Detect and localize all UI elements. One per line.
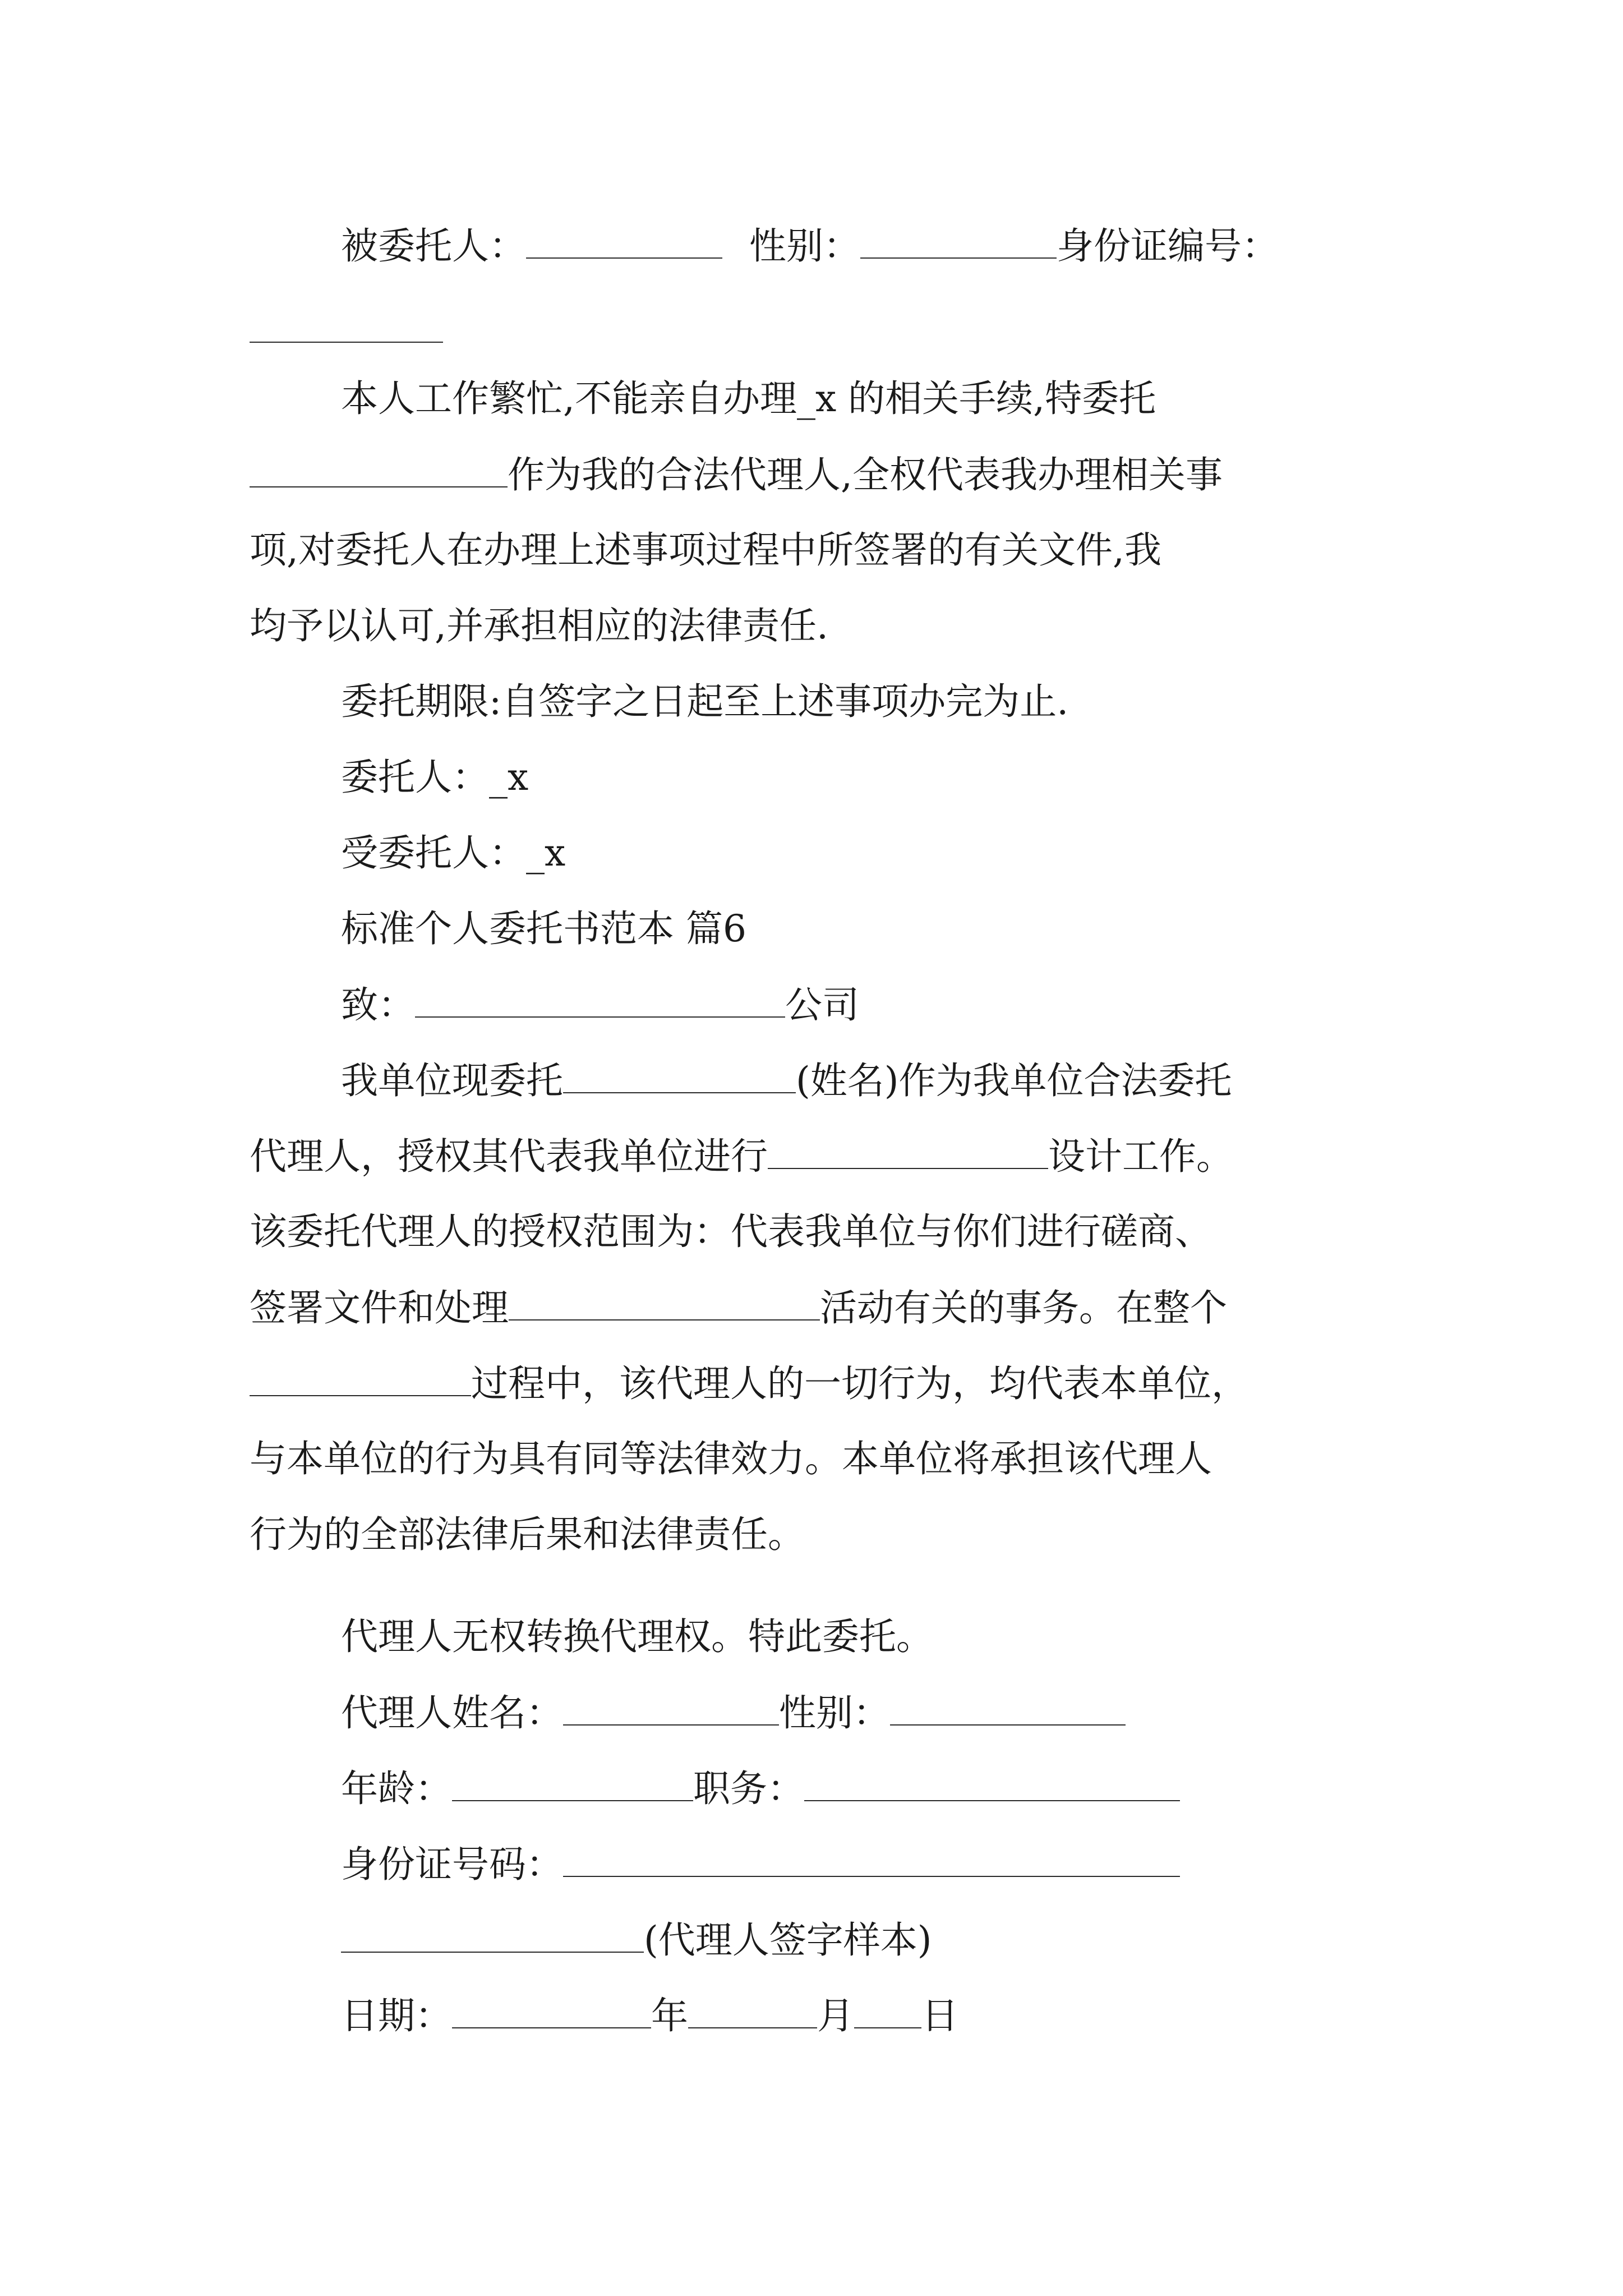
- doc-line: [341, 1994, 958, 2037]
- doc-line: [250, 1437, 1212, 1480]
- blank-field[interactable]: [526, 227, 722, 259]
- doc-line: [341, 1691, 1126, 1734]
- doc-text: 日: [921, 1994, 958, 2037]
- doc-line: [341, 680, 1069, 723]
- blank-field[interactable]: [563, 1694, 779, 1726]
- doc-line: [250, 1362, 1248, 1405]
- blank-field[interactable]: [250, 1365, 471, 1396]
- doc-text: 代理人，授权其代表我单位进行: [250, 1135, 768, 1178]
- doc-text: 身份证编号：: [1057, 224, 1279, 268]
- doc-text: 与本单位的行为具有同等法律效力。本单位将承担该代理人: [250, 1437, 1212, 1480]
- doc-line: [341, 1615, 933, 1658]
- doc-text: 本人工作繁忙,不能亲自办理_x 的相关手续,特委托: [341, 377, 1156, 420]
- blank-field[interactable]: [452, 1770, 693, 1801]
- doc-text: 项,对委托人在办理上述事项过程中所签署的有关文件,我: [250, 528, 1161, 572]
- blank-field[interactable]: [250, 456, 508, 487]
- doc-text: 标准个人委托书范本 篇6: [341, 907, 746, 950]
- doc-text: 代理人无权转换代理权。特此委托。: [341, 1615, 933, 1658]
- blank-field[interactable]: [890, 1694, 1126, 1726]
- doc-line: [250, 1210, 1212, 1253]
- doc-text: 受委托人：_x: [341, 831, 566, 875]
- doc-text: 设计工作。: [1048, 1135, 1233, 1178]
- blank-field[interactable]: [250, 311, 443, 343]
- blank-field[interactable]: [509, 1289, 820, 1320]
- doc-text: 委托人：_x: [341, 756, 529, 799]
- doc-text: (姓名)作为我单位合法委托: [796, 1059, 1232, 1102]
- blank-field[interactable]: [415, 986, 785, 1018]
- doc-text: 过程中，该代理人的一切行为，均代表本单位，: [471, 1362, 1248, 1405]
- doc-line: [341, 1843, 1180, 1886]
- blank-field[interactable]: [452, 1997, 651, 2028]
- doc-line: [341, 831, 566, 875]
- blank-field[interactable]: [860, 227, 1057, 259]
- blank-field[interactable]: [854, 1997, 921, 2028]
- doc-text: 活动有关的事务。在整个: [820, 1286, 1227, 1329]
- doc-text: 公司: [785, 983, 859, 1027]
- doc-text: 职务：: [693, 1767, 804, 1810]
- doc-text: 被委托人：: [341, 224, 526, 268]
- doc-text: 性别：: [779, 1691, 890, 1734]
- doc-line: [250, 1513, 805, 1556]
- doc-text: 年: [651, 1994, 688, 2037]
- doc-line: [250, 1135, 1233, 1178]
- doc-text: 签署文件和处理: [250, 1286, 509, 1329]
- doc-text: 作为我的合法代理人,全权代表我办理相关事: [508, 453, 1223, 496]
- blank-field[interactable]: [804, 1770, 1180, 1801]
- blank-field[interactable]: [768, 1138, 1048, 1169]
- doc-line: [341, 983, 859, 1027]
- doc-text: 年龄：: [341, 1767, 452, 1810]
- doc-text: 日期：: [341, 1994, 452, 2037]
- doc-text: 行为的全部法律后果和法律责任。: [250, 1513, 805, 1556]
- doc-text: 致：: [341, 983, 415, 1027]
- doc-text: 性别：: [749, 224, 860, 268]
- doc-line: [341, 377, 1156, 420]
- doc-line: [250, 453, 1223, 496]
- doc-line: [341, 224, 1279, 268]
- doc-line: [341, 1767, 1180, 1810]
- blank-field[interactable]: [563, 1062, 796, 1093]
- signature-blank[interactable]: [341, 1921, 644, 1953]
- doc-text: 我单位现委托: [341, 1059, 563, 1102]
- doc-line: [250, 604, 828, 647]
- doc-text: 月: [817, 1994, 854, 2037]
- doc-line: [341, 1059, 1232, 1102]
- section-heading: [341, 907, 746, 950]
- blank-field[interactable]: [563, 1846, 1180, 1877]
- doc-text: 均予以认可,并承担相应的法律责任.: [250, 604, 828, 647]
- doc-text: 身份证号码：: [341, 1843, 563, 1886]
- blank-field[interactable]: [688, 1997, 817, 2028]
- doc-text: 该委托代理人的授权范围为：代表我单位与你们进行磋商、: [250, 1210, 1212, 1253]
- doc-text: 代理人姓名：: [341, 1691, 563, 1734]
- doc-line: [250, 311, 443, 349]
- doc-line: [341, 1918, 932, 1962]
- doc-line: [250, 528, 1161, 572]
- doc-line: [341, 756, 529, 799]
- doc-line: [250, 1286, 1227, 1329]
- doc-text: (代理人签字样本): [644, 1918, 932, 1962]
- doc-text: 委托期限:自签字之日起至上述事项办完为止.: [341, 680, 1069, 723]
